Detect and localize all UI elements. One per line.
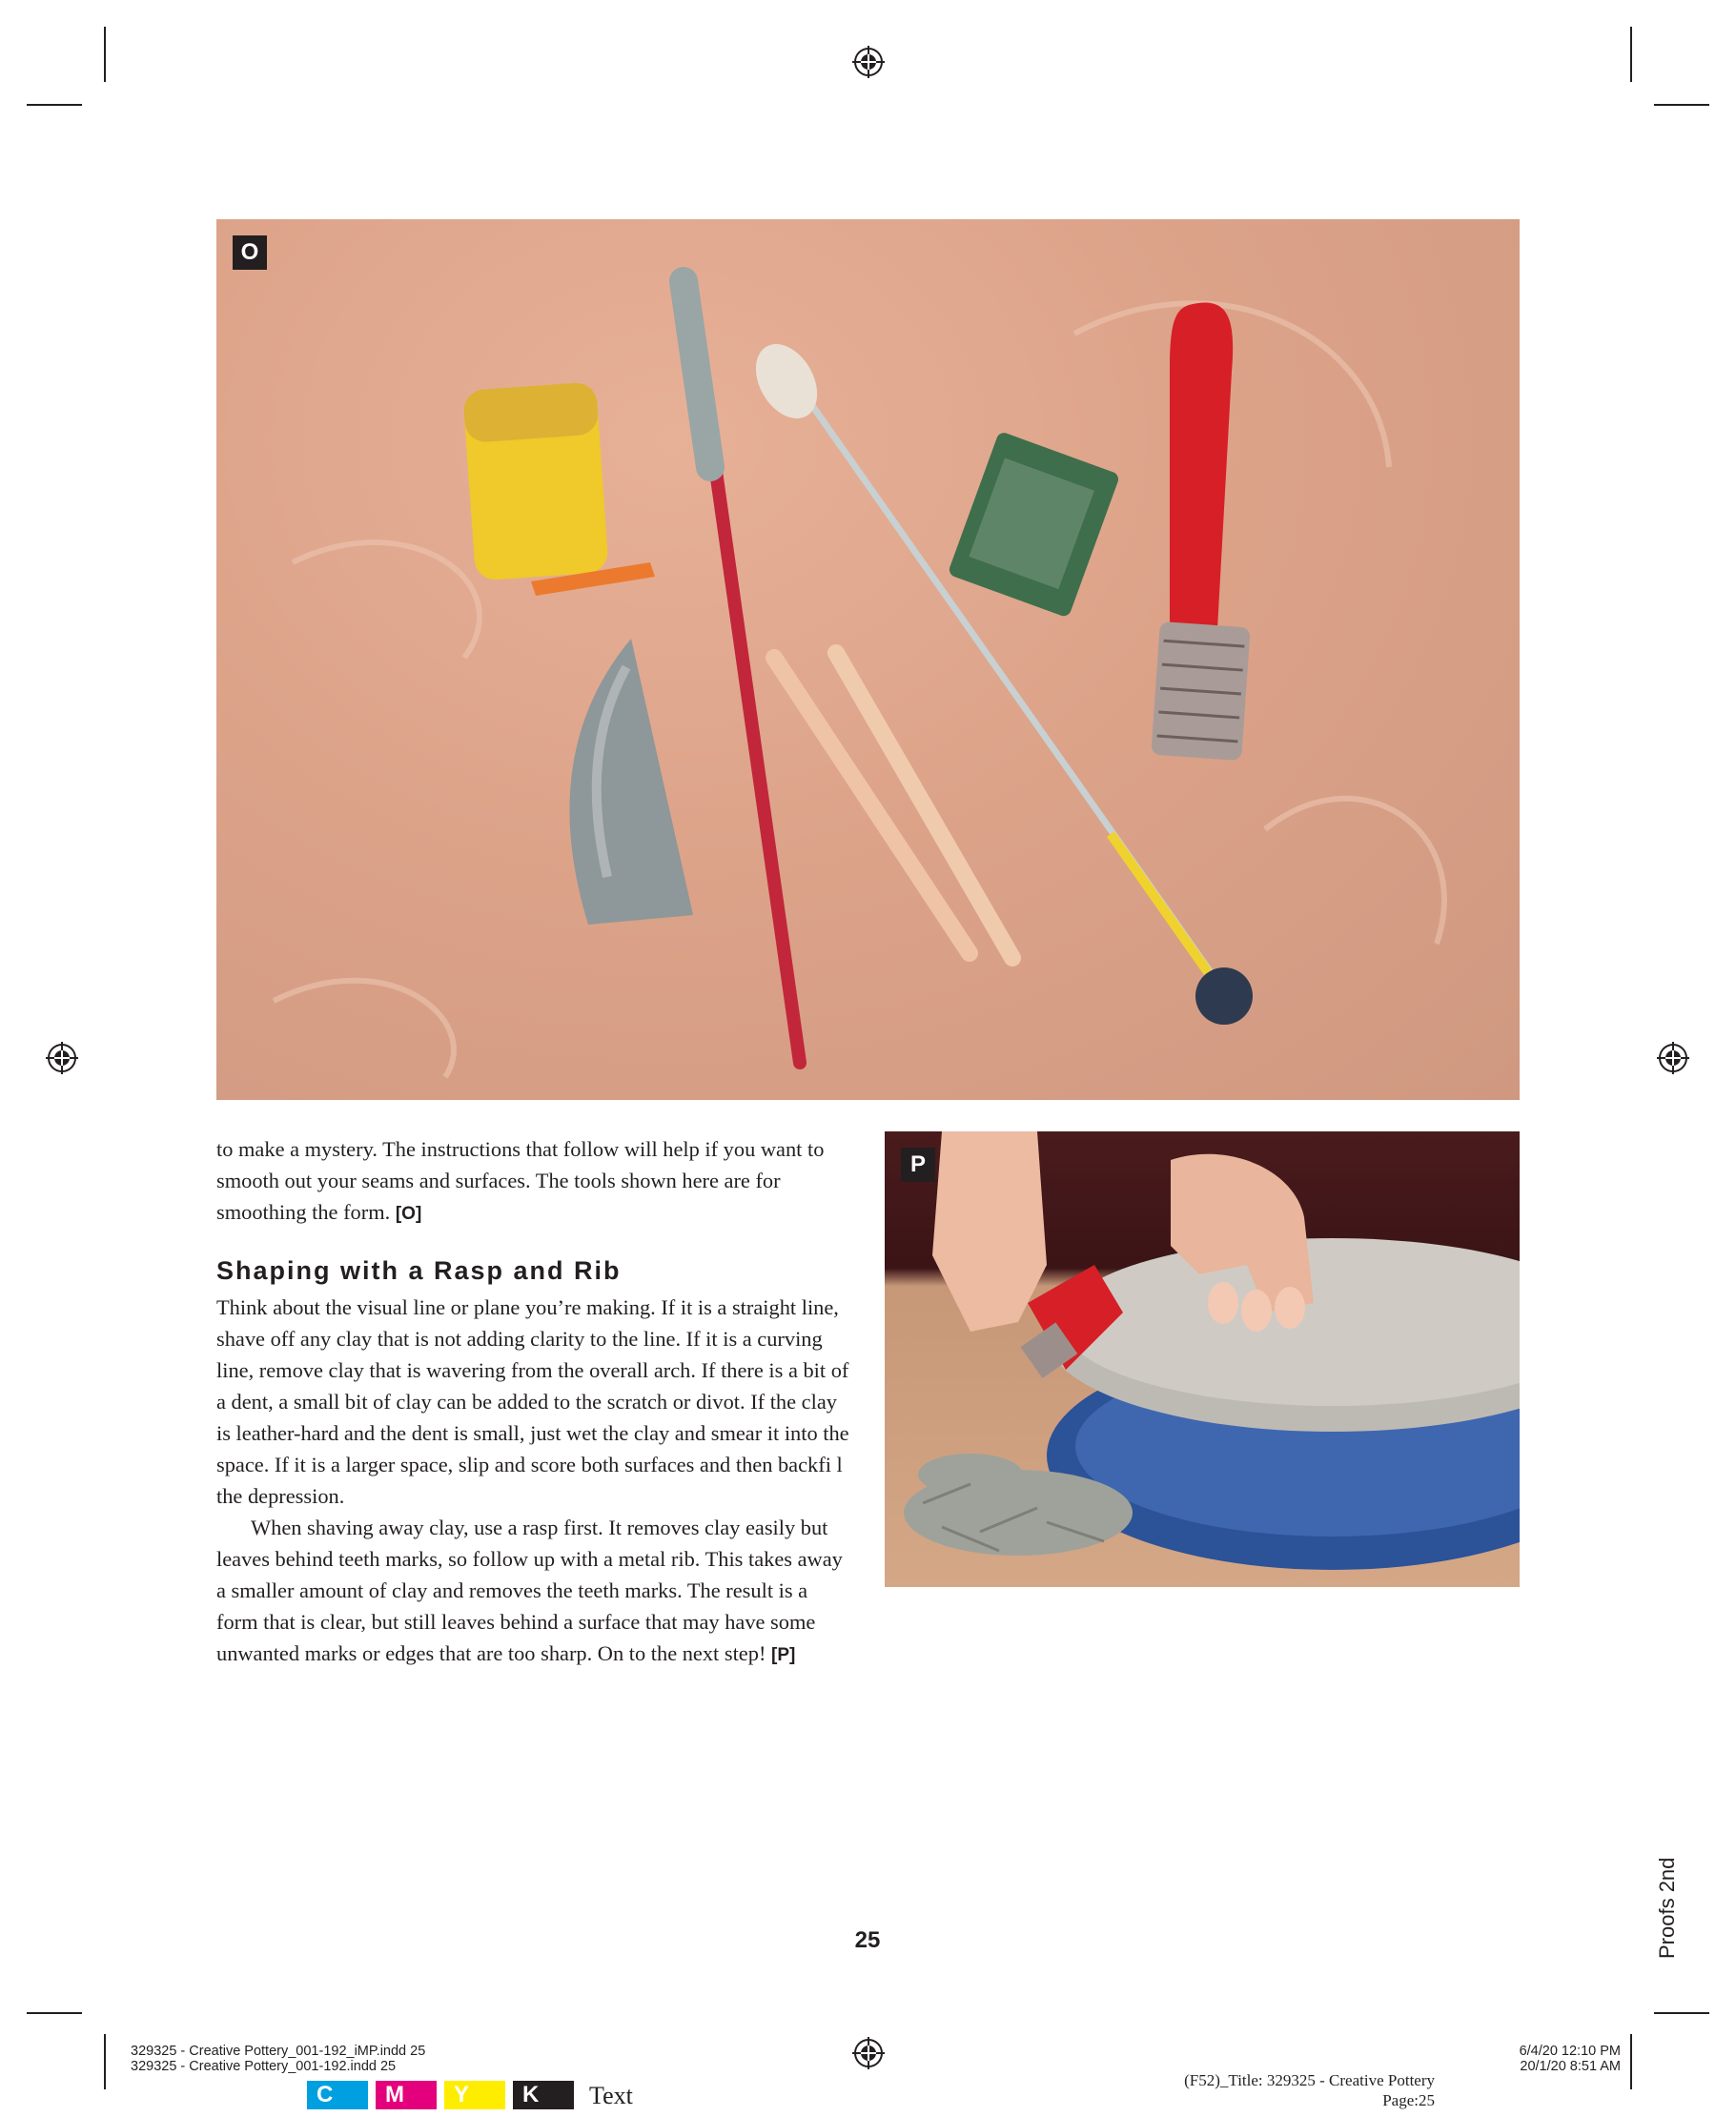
paragraph-2-text: When shaving away clay, use a rasp first. It removes clay easily but leaves behind teeth marks, so follow up with a metal rib. This takes away a smaller amount of clay and removes the teeth marks. The result is a form that is clear, but still leaves behind a surface that may have some unwanted marks or edges that are too sharp. On to the next step! xyxy=(216,1516,843,1665)
crop-mark xyxy=(1654,2012,1709,2014)
figure-reference-o: [O] xyxy=(395,1204,422,1224)
crop-mark xyxy=(1654,104,1709,106)
figure-reference-p: [P] xyxy=(771,1645,796,1665)
crop-mark xyxy=(27,104,82,106)
figure-label-p: P xyxy=(901,1148,935,1182)
figure-label-o: O xyxy=(233,235,267,270)
slug-left-line-1: 329325 - Creative Pottery_001-192_iMP.indd 25 xyxy=(131,2044,426,2059)
smoothing-tools-photo xyxy=(216,219,1520,1100)
color-swatch-black: K xyxy=(513,2081,574,2109)
crop-mark xyxy=(1630,27,1632,82)
slug-left-line-2: 329325 - Creative Pottery_001-192.indd 25 xyxy=(131,2059,397,2074)
section-heading: Shaping with a Rasp and Rib xyxy=(216,1256,622,1285)
slug-right-line-1: 6/4/20 12:10 PM xyxy=(1519,2044,1621,2059)
paragraph-1: Think about the visual line or plane you’re making. If it is a straight line, shave off any clay that is not adding clarity to the line. If it is a curving line, remove clay that is wavering from the overall arch. If there is a bit of a dent, a small bit of clay can be added to the scratch or divot. If the clay is leather-hard and the dent is small, just wet the clay and smear it into the space. If it is a larger space, slip and score both surfaces and then backfi l the depression. xyxy=(216,1295,849,1508)
proofs-label: Proofs 2nd xyxy=(1655,1857,1679,1959)
crop-mark xyxy=(104,27,106,82)
crop-mark xyxy=(27,2012,82,2014)
intro-paragraph xyxy=(216,1133,850,1230)
color-bar-label: Text xyxy=(589,2082,633,2109)
color-swatch-yellow: Y xyxy=(444,2081,505,2109)
intro-text: to make a mystery. The instructions that follow will help if you want to smooth out your seams and surfaces. The tools shown here are for smoothing the form. xyxy=(216,1137,825,1224)
page-number: 25 xyxy=(854,1927,881,1953)
crop-mark xyxy=(104,2034,106,2089)
slug-right xyxy=(1430,2044,1621,2074)
paragraph-2 xyxy=(216,1512,850,1671)
crop-mark xyxy=(1630,2034,1632,2089)
registration-mark-icon xyxy=(1657,1042,1689,1074)
slug-title-line-2: Page:25 xyxy=(1382,2091,1435,2109)
registration-mark-icon xyxy=(852,2037,885,2069)
section-body xyxy=(216,1292,850,1671)
color-swatch-magenta: M xyxy=(376,2081,437,2109)
slug-right-line-2: 20/1/20 8:51 AM xyxy=(1520,2059,1621,2074)
color-swatch-cyan: C xyxy=(307,2081,368,2109)
slug-title xyxy=(1049,2070,1435,2110)
slug-left xyxy=(131,2044,425,2074)
rasp-shaping-photo xyxy=(885,1131,1520,1587)
registration-mark-icon xyxy=(852,46,885,78)
slug-title-line-1: (F52)_Title: 329325 - Creative Pottery xyxy=(1184,2071,1435,2089)
registration-mark-icon xyxy=(46,1042,78,1074)
